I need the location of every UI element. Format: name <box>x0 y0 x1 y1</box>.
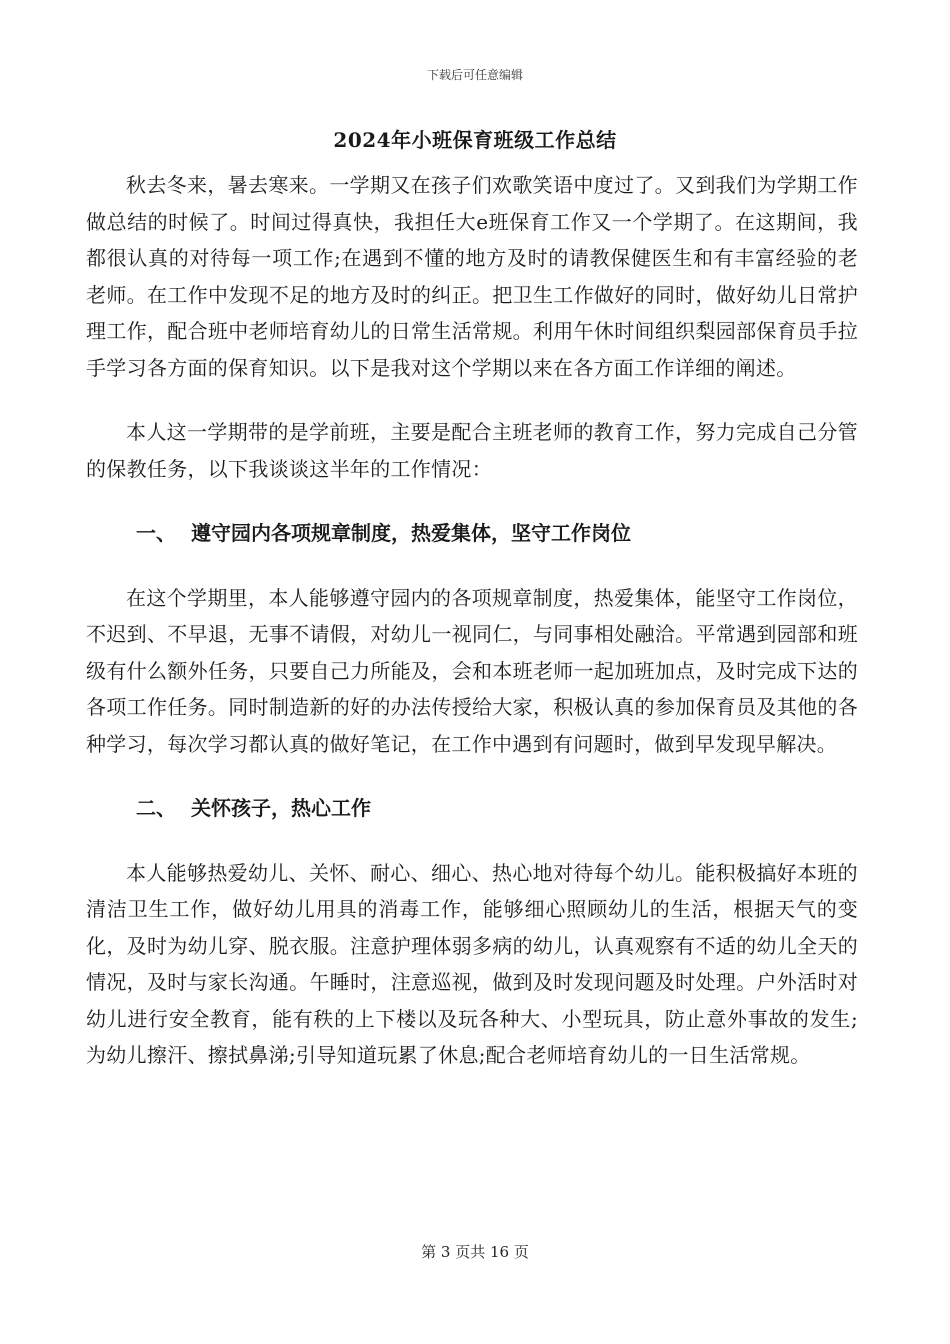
document-body <box>86 167 858 1074</box>
section-body: 本人能够热爱幼儿、关怀、耐心、细心、热心地对待每个幼儿。能积极搞好本班的清洁卫生工作，做好幼儿用具的消毒工作，能够细心照顾幼儿的生活，根据天气的变化，及时为幼儿穿、脱衣服。注意护理体弱多病的幼儿，认真观察有不适的幼儿全天的情况，及时与家长沟通。午睡时，注意巡视，做到及时发现问题及时处理。户外活时对幼儿进行安全教育，能有秩的上下楼以及玩各种大、小型玩具，防止意外事故的发生;为幼儿擦汗、擦拭鼻涕;引导知道玩累了休息;配合老师培育幼儿的一日生活常规。 <box>86 860 858 1067</box>
section-number: 二、 <box>136 796 176 820</box>
document-title: 2024年小班保育班级工作总结 <box>333 128 617 152</box>
intro-paragraph: 本人这一学期带的是学前班，主要是配合主班老师的教育工作，努力完成自己分管的保教任务，以下我谈谈这半年的工作情况： <box>86 420 858 481</box>
section-body: 在这个学期里，本人能够遵守园内的各项规章制度，热爱集体，能坚守工作岗位，不迟到、不早退，无事不请假，对幼儿一视同仁，与同事相处融洽。平常遇到园部和班级有什么额外任务，只要自己力所能及，会和本班老师一起加班加点，及时完成下达的各项工作任务。同时制造新的好的办法传授给大家，积极认真的参加保育员及其他的各种学习，每次学习都认真的做好笔记，在工作中遇到有问题时，做到早发现早解决。 <box>86 585 858 756</box>
intro-paragraph: 秋去冬来，暑去寒来。一学期又在孩子们欢歌笑语中度过了。又到我们为学期工作做总结的时候了。时间过得真快，我担任大e班保育工作又一个学期了。在这期间，我都很认真的对待每一项工作;在遇到不懂的地方及时的请教保健医生和有丰富经验的老老师。在工作中发现不足的地方及时的纠正。把卫生工作做好的同时，做好幼儿日常护理工作，配合班中老师培育幼儿的日常生活常规。利用午休时间组织梨园部保育员手拉手学习各方面的保育知识。以下是我对这个学期以来在各方面工作详细的阐述。 <box>86 173 858 380</box>
header-note: 下载后可任意编辑 <box>426 68 523 82</box>
paragraph-spacer <box>86 552 858 580</box>
section-heading <box>86 790 858 827</box>
paragraph-spacer <box>86 762 858 790</box>
section-heading <box>86 515 858 552</box>
section-number: 一、 <box>136 521 176 545</box>
paragraph-spacer <box>86 386 858 414</box>
paragraph-spacer <box>86 827 858 855</box>
section-heading-text: 遵守园内各项规章制度，热爱集体，坚守工作岗位 <box>191 521 631 545</box>
page-number: 第 3 页共 16 页 <box>421 1243 529 1261</box>
section-heading-text: 关怀孩子，热心工作 <box>191 796 371 820</box>
paragraph-spacer <box>86 487 858 515</box>
